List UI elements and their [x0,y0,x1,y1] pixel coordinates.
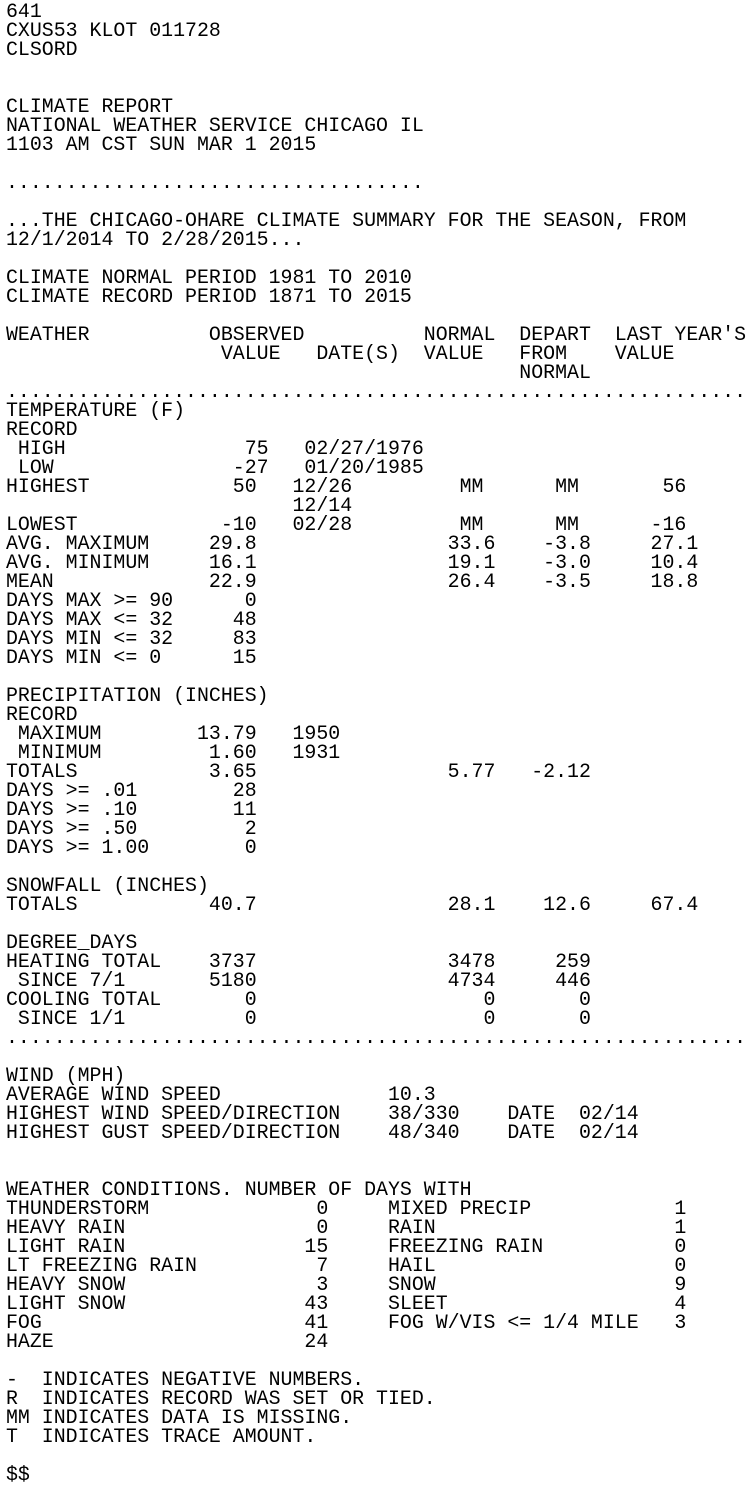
climate-report-text [6,2,746,1484]
report-line: HIGH 75 02/27/1976 [6,437,424,460]
report-line [6,1142,746,1161]
report-line: CLIMATE RECORD PERIOD 1871 TO 2015 [6,285,412,308]
report-line: HEAVY RAIN 0 RAIN 1 [6,1216,687,1239]
report-line: CLIMATE REPORT [6,95,174,118]
report-line: DAYS MAX >= 90 0 [6,589,257,612]
report-line: SINCE 7/1 5180 4734 446 [6,969,591,992]
report-line: LT FREEZING RAIN 7 HAIL 0 [6,1254,687,1277]
report-line: HAZE 24 [6,1330,329,1353]
report-line: NORMAL [6,361,591,384]
report-line: WEATHER CONDITIONS. NUMBER OF DAYS WITH [6,1178,472,1201]
report-line: RECORD [6,418,78,441]
report-line: TOTALS 40.7 28.1 12.6 67.4 [6,893,699,916]
report-line: CXUS53 KLOT 011728 [6,19,221,42]
report-line: $$ [6,1463,30,1486]
report-line: SNOWFALL (INCHES) [6,874,209,897]
report-line: HIGHEST WIND SPEED/DIRECTION 38/330 DATE 02/14 [6,1102,639,1125]
report-line: TOTALS 3.65 5.77 -2.12 [6,760,591,783]
report-line: HIGHEST 50 12/26 MM MM 56 [6,475,687,498]
report-line: DAYS >= .10 11 [6,798,257,821]
report-line: PRECIPITATION (INCHES) [6,684,269,707]
report-line: 641 [6,0,42,23]
report-line: DAYS MIN <= 32 83 [6,627,257,650]
report-line [6,59,746,78]
report-line: ................................... [6,171,424,194]
report-line: LOWEST -10 02/28 MM MM -16 [6,513,687,536]
report-line: RECORD [6,703,78,726]
report-line: WIND (MPH) [6,1064,126,1087]
report-line: HEATING TOTAL 3737 3478 259 [6,950,591,973]
report-line: ...THE CHICAGO-OHARE CLIMATE SUMMARY FOR THE SEASON, FROM [6,209,687,232]
report-line: DAYS MAX <= 32 48 [6,608,257,631]
report-line: TEMPERATURE (F) [6,399,186,422]
report-line: MAXIMUM 13.79 1950 [6,722,341,745]
report-line: .............................................................. [6,380,747,403]
report-line: THUNDERSTORM 0 MIXED PRECIP 1 [6,1197,687,1220]
report-line: AVERAGE WIND SPEED 10.3 [6,1083,436,1106]
report-line: NATIONAL WEATHER SERVICE CHICAGO IL [6,114,424,137]
report-line: HIGHEST GUST SPEED/DIRECTION 48/340 DATE 02/14 [6,1121,639,1144]
report-line: LIGHT SNOW 43 SLEET 4 [6,1292,687,1315]
report-line: HEAVY SNOW 3 SNOW 9 [6,1273,687,1296]
report-line: 12/1/2014 TO 2/28/2015... [6,228,305,251]
report-line [6,1446,746,1465]
report-line: AVG. MINIMUM 16.1 19.1 -3.0 10.4 [6,551,699,574]
report-line: 12/14 [6,494,353,517]
report-line: MEAN 22.9 26.4 -3.5 18.8 [6,570,699,593]
report-line: VALUE DATE(S) VALUE FROM VALUE [6,342,675,365]
report-line: - INDICATES NEGATIVE NUMBERS. [6,1368,365,1391]
report-line: CLIMATE NORMAL PERIOD 1981 TO 2010 [6,266,412,289]
report-line: R INDICATES RECORD WAS SET OR TIED. [6,1387,436,1410]
report-line: DAYS >= .50 2 [6,817,257,840]
report-line: .............................................................. [6,1026,747,1049]
report-line: DAYS >= .01 28 [6,779,257,802]
report-line: AVG. MAXIMUM 29.8 33.6 -3.8 27.1 [6,532,699,555]
report-line: T INDICATES TRACE AMOUNT. [6,1425,317,1448]
report-line: DAYS MIN <= 0 15 [6,646,257,669]
report-line: COOLING TOTAL 0 0 0 [6,988,591,1011]
report-line: 1103 AM CST SUN MAR 1 2015 [6,133,317,156]
report-line: DAYS >= 1.00 0 [6,836,257,859]
report-line: LIGHT RAIN 15 FREEZING RAIN 0 [6,1235,687,1258]
report-line: MINIMUM 1.60 1931 [6,741,341,764]
report-line: WEATHER OBSERVED NORMAL DEPART LAST YEAR'S [6,323,747,346]
report-line: CLSORD [6,38,78,61]
report-line: FOG 41 FOG W/VIS <= 1/4 MILE 3 [6,1311,687,1334]
report-line: SINCE 1/1 0 0 0 [6,1007,591,1030]
report-line: MM INDICATES DATA IS MISSING. [6,1406,353,1429]
report-line: LOW -27 01/20/1985 [6,456,424,479]
report-line: DEGREE_DAYS [6,931,138,954]
